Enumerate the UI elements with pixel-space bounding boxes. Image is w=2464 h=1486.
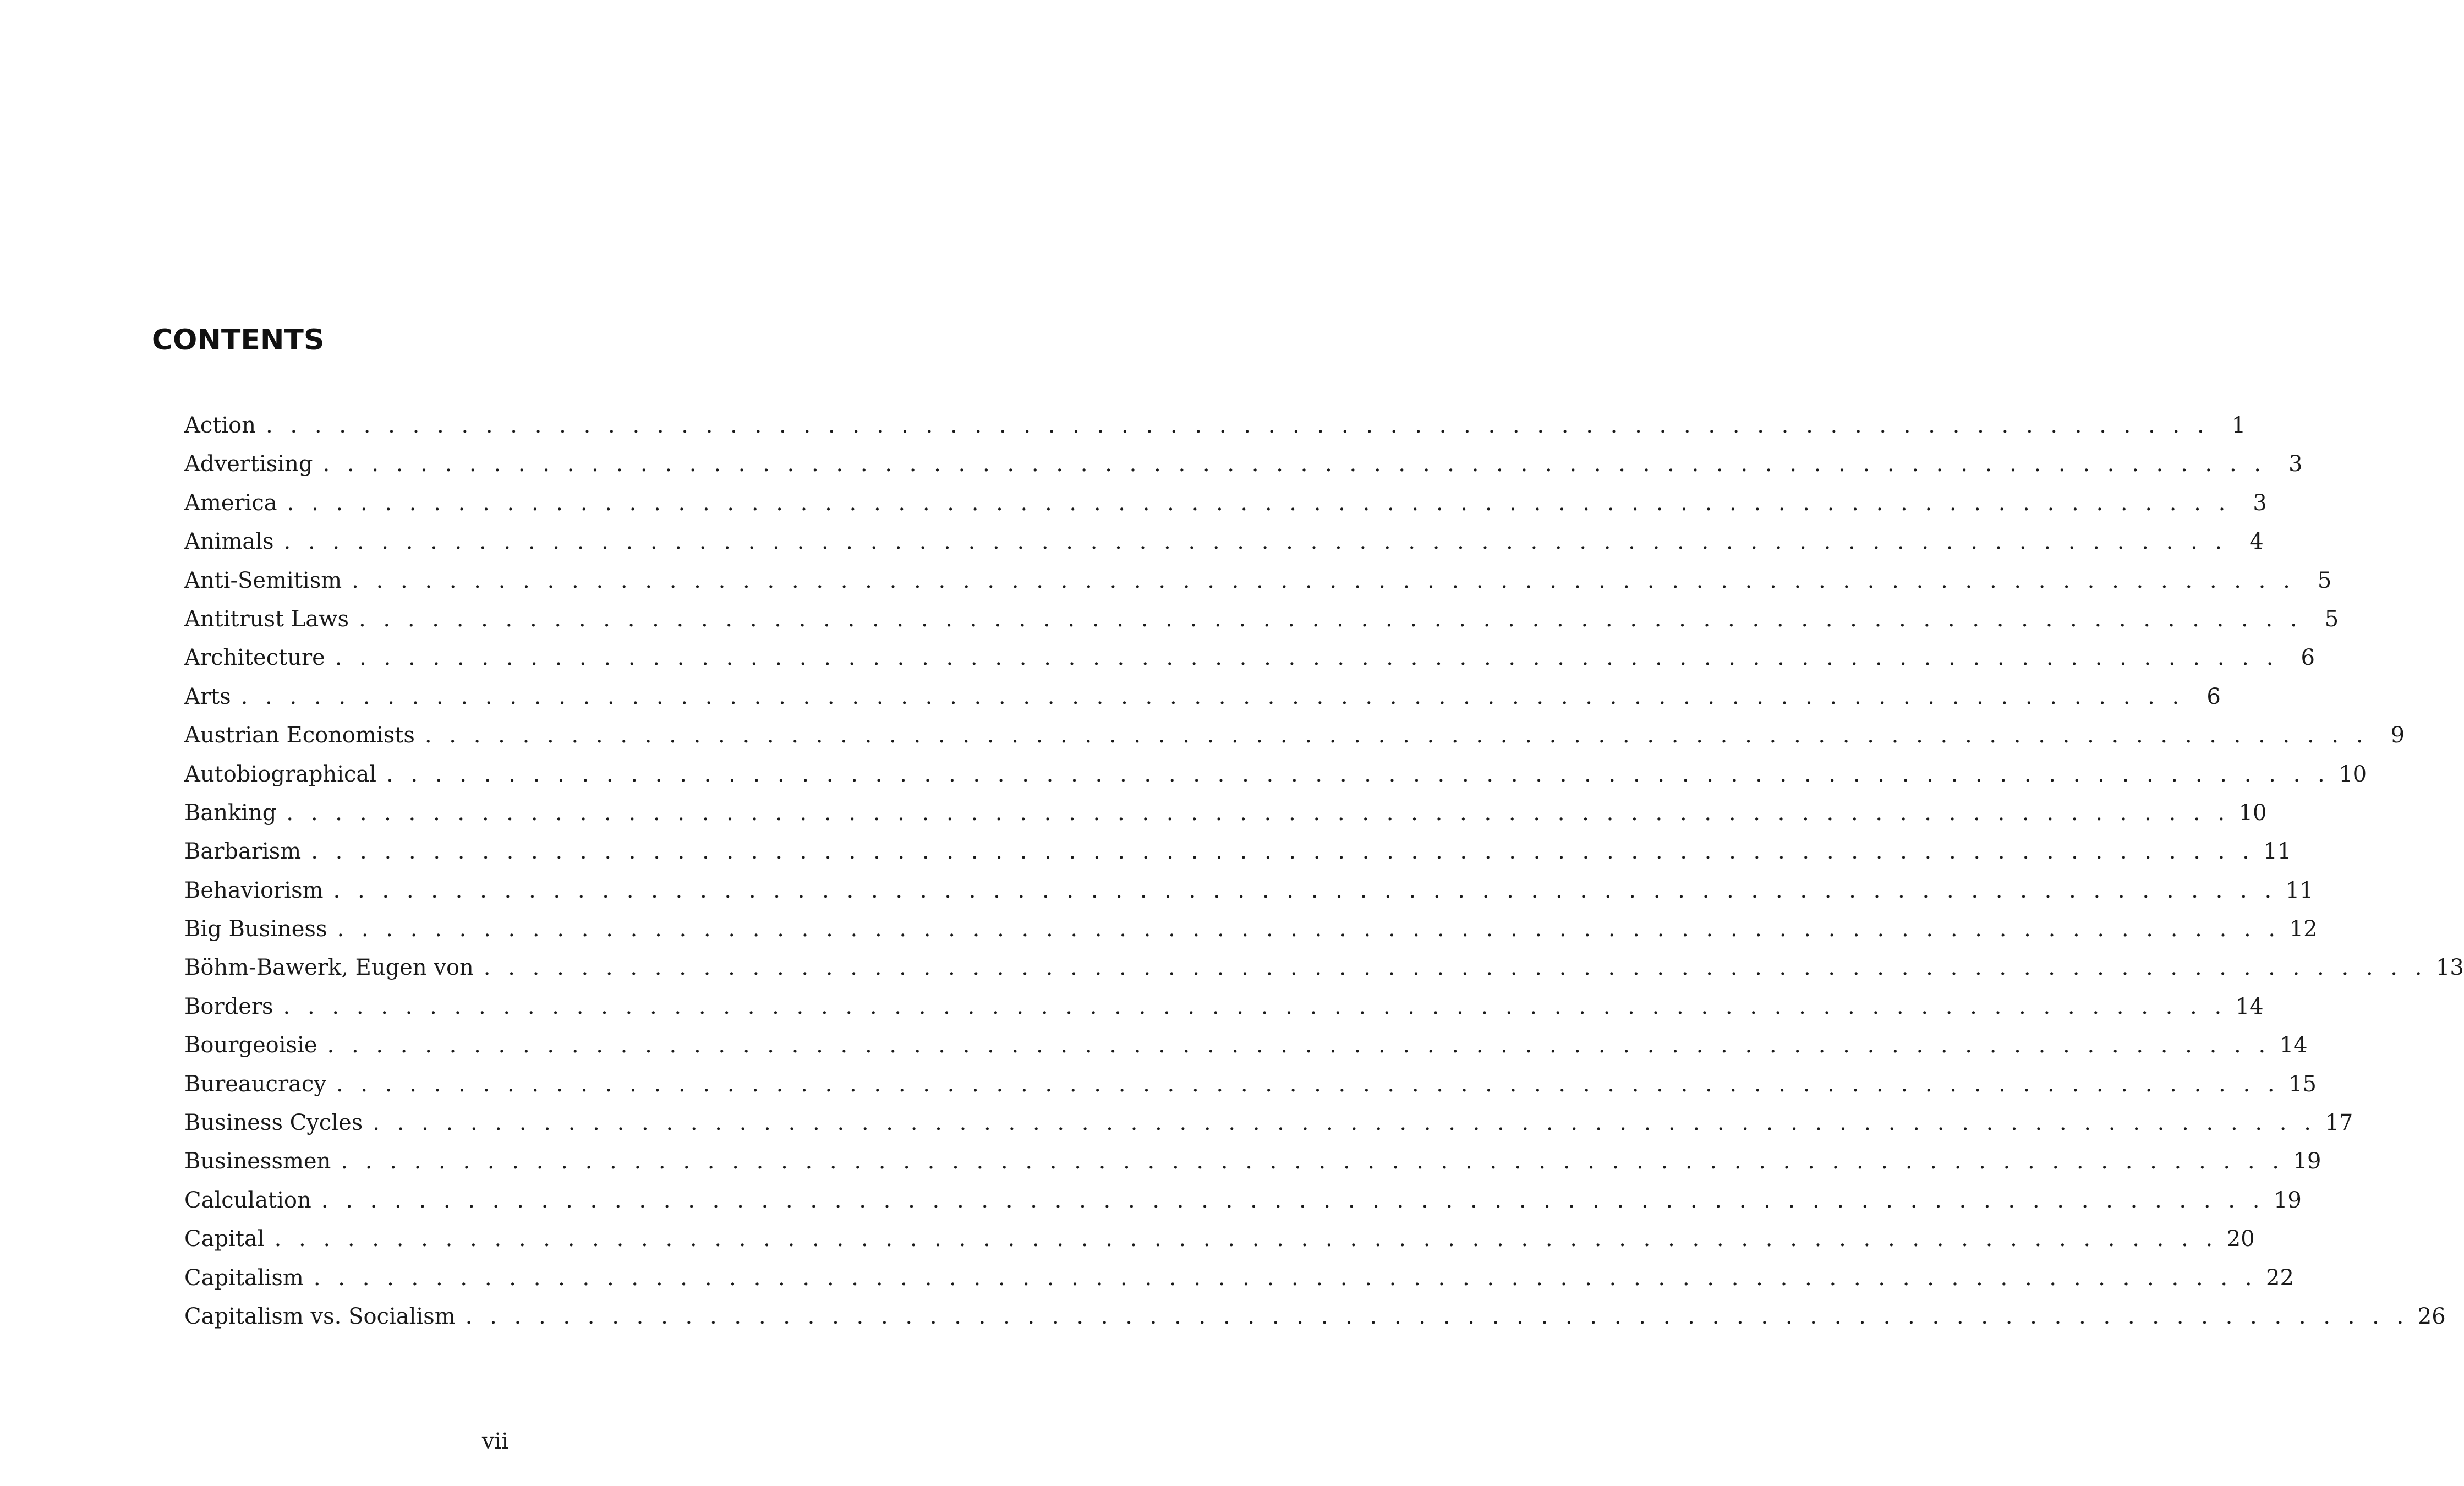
toc-entry-page: 11	[2263, 839, 2292, 865]
toc-entry-title: Animals	[184, 529, 274, 555]
toc-entry-title: Advertising	[184, 451, 313, 477]
toc-entry-page: 6	[2301, 645, 2315, 671]
toc-entry	[184, 1065, 2317, 1103]
toc-entry-page: 14	[2235, 993, 2264, 1019]
toc-entry-title: Behaviorism	[184, 877, 324, 903]
dot-leader: . . . . . . . . . . . . . . . . . . . . . . . . . . . . . . . . . . . . . . . . . . . . . . . . . . . . . . . . . . . . . . . . . . . . . . . . . . . . . . . .	[313, 1265, 2257, 1291]
table-of-contents	[184, 406, 2464, 1336]
toc-entry-title: Barbarism	[184, 839, 302, 865]
toc-entry-title: Action	[184, 413, 256, 438]
toc-entry-page: 14	[2279, 1032, 2308, 1058]
toc-entry	[184, 948, 2464, 987]
dot-leader: . . . . . . . . . . . . . . . . . . . . . . . . . . . . . . . . . . . . . . . . . . . . . . . . . . . . . . . . . . . . . . . . . . . . . . . . . . . . . . . .	[337, 916, 2281, 942]
dot-leader: . . . . . . . . . . . . . . . . . . . . . . . . . . . . . . . . . . . . . . . . . . . . . . . . . . . . . . . . . . . . . . . . . . . . . . . . . . . . . . . .	[321, 1187, 2265, 1213]
dot-leader: . . . . . . . . . . . . . . . . . . . . . . . . . . . . . . . . . . . . . . . . . . . . . . . . . . . . . . . . . . . . . . . . . . . . . . . . . . . . . . . .	[287, 490, 2231, 516]
toc-entry	[184, 406, 2246, 445]
dot-leader: . . . . . . . . . . . . . . . . . . . . . . . . . . . . . . . . . . . . . . . . . . . . . . . . . . . . . . . . . . . . . . . . . . . . . . . . . . . . . . . .	[311, 839, 2255, 865]
toc-entry	[184, 561, 2332, 600]
toc-entry-page: 20	[2226, 1226, 2255, 1252]
toc-entry	[184, 987, 2264, 1026]
toc-entry-page: 12	[2289, 916, 2318, 942]
toc-entry-title: Antitrust Laws	[184, 606, 349, 632]
toc-entry-title: Businessmen	[184, 1149, 331, 1174]
toc-entry	[184, 910, 2318, 948]
toc-entry-page: 26	[2417, 1303, 2446, 1329]
toc-entry-title: Banking	[184, 800, 277, 826]
toc-entry-title: Bureaucracy	[184, 1071, 326, 1097]
dot-leader: . . . . . . . . . . . . . . . . . . . . . . . . . . . . . . . . . . . . . . . . . . . . . . . . . . . . . . . . . . . . . . . . . . . . . . . . . . . . . . . .	[283, 529, 2227, 555]
toc-entry	[184, 600, 2339, 638]
dot-leader: . . . . . . . . . . . . . . . . . . . . . . . . . . . . . . . . . . . . . . . . . . . . . . . . . . . . . . . . . . . . . . . . . . . . . . . . . . . . . . . .	[336, 1071, 2280, 1097]
toc-entry	[184, 678, 2221, 716]
dot-leader: . . . . . . . . . . . . . . . . . . . . . . . . . . . . . . . . . . . . . . . . . . . . . . . . . . . . . . . . . . . . . . . . . . . . . . . . . . . . . . . .	[286, 800, 2230, 826]
dot-leader: . . . . . . . . . . . . . . . . . . . . . . . . . . . . . . . . . . . . . . . . . . . . . . . . . . . . . . . . . . . . . . . . . . . . . . . . . . . . . . . .	[283, 993, 2227, 1019]
toc-entry-page: 4	[2249, 529, 2264, 555]
toc-entry-page: 3	[2253, 490, 2267, 516]
toc-entry-title: Anti-Semitism	[184, 567, 342, 593]
toc-entry-page: 11	[2285, 877, 2314, 903]
toc-entry	[184, 638, 2315, 677]
dot-leader: . . . . . . . . . . . . . . . . . . . . . . . . . . . . . . . . . . . . . . . . . . . . . . . . . . . . . . . . . . . . . . . . . . . . . . . . . . . . . . . .	[240, 684, 2184, 709]
dot-leader: . . . . . . . . . . . . . . . . . . . . . . . . . . . . . . . . . . . . . . . . . . . . . . . . . . . . . . . . . . . . . . . . . . . . . . . . . . . . . . . .	[352, 567, 2296, 593]
dot-leader: . . . . . . . . . . . . . . . . . . . . . . . . . . . . . . . . . . . . . . . . . . . . . . . . . . . . . . . . . . . . . . . . . . . . . . . . . . . . . . . .	[386, 761, 2330, 787]
toc-entry-title: Architecture	[184, 645, 325, 671]
toc-entry-title: Autobiographical	[184, 761, 377, 787]
toc-entry-title: Capitalism	[184, 1265, 304, 1291]
dot-leader: . . . . . . . . . . . . . . . . . . . . . . . . . . . . . . . . . . . . . . . . . . . . . . . . . . . . . . . . . . . . . . . . . . . . . . . . . . . . . . . .	[483, 955, 2427, 981]
toc-entry	[184, 1142, 2321, 1181]
toc-entry	[184, 832, 2292, 871]
toc-entry-title: Business Cycles	[184, 1110, 363, 1136]
dot-leader: . . . . . . . . . . . . . . . . . . . . . . . . . . . . . . . . . . . . . . . . . . . . . . . . . . . . . . . . . . . . . . . . . . . . . . . . . . . . . . . .	[274, 1226, 2218, 1252]
toc-entry-title: Capital	[184, 1226, 265, 1252]
toc-entry-page: 22	[2266, 1265, 2294, 1291]
page-number-footer: vii	[481, 1429, 509, 1454]
toc-entry	[184, 1026, 2308, 1064]
dot-leader: . . . . . . . . . . . . . . . . . . . . . . . . . . . . . . . . . . . . . . . . . . . . . . . . . . . . . . . . . . . . . . . . . . . . . . . . . . . . . . . .	[322, 451, 2266, 477]
toc-entry	[184, 755, 2367, 794]
toc-entry	[184, 871, 2314, 910]
dot-leader: . . . . . . . . . . . . . . . . . . . . . . . . . . . . . . . . . . . . . . . . . . . . . . . . . . . . . . . . . . . . . . . . . . . . . . . . . . . . . . . .	[335, 645, 2279, 671]
toc-entry-page: 5	[2324, 606, 2339, 632]
dot-leader: . . . . . . . . . . . . . . . . . . . . . . . . . . . . . . . . . . . . . . . . . . . . . . . . . . . . . . . . . . . . . . . . . . . . . . . . . . . . . . . .	[358, 606, 2303, 632]
toc-entry-page: 19	[2293, 1149, 2321, 1174]
toc-entry	[184, 1220, 2255, 1258]
dot-leader: . . . . . . . . . . . . . . . . . . . . . . . . . . . . . . . . . . . . . . . . . . . . . . . . . . . . . . . . . . . . . . . . . . . . . . . . . . . . . . . .	[327, 1032, 2271, 1058]
toc-entry-title: Austrian Economists	[184, 723, 415, 749]
dot-leader: . . . . . . . . . . . . . . . . . . . . . . . . . . . . . . . . . . . . . . . . . . . . . . . . . . . . . . . . . . . . . . . . . . . . . . . . . . . . . . . .	[333, 877, 2277, 903]
dot-leader: . . . . . . . . . . . . . . . . . . . . . . . . . . . . . . . . . . . . . . . . . . . . . . . . . . . . . . . . . . . . . . . . . . . . . . . . . . . . . . . .	[465, 1303, 2409, 1329]
toc-entry	[184, 794, 2267, 832]
toc-entry-title: Capitalism vs. Socialism	[184, 1303, 456, 1329]
toc-entry-page: 10	[2238, 800, 2267, 826]
toc-entry-page: 5	[2317, 567, 2332, 593]
toc-entry-page: 3	[2288, 451, 2303, 477]
toc-entry-page: 1	[2231, 413, 2246, 438]
toc-entry	[184, 1103, 2353, 1142]
toc-entry-page: 13	[2435, 955, 2464, 981]
toc-entry-title: Bourgeoisie	[184, 1032, 317, 1058]
toc-entry	[184, 484, 2267, 522]
toc-entry-title: America	[184, 490, 277, 516]
dot-leader: . . . . . . . . . . . . . . . . . . . . . . . . . . . . . . . . . . . . . . . . . . . . . . . . . . . . . . . . . . . . . . . . . . . . . . . . . . . . . . . .	[373, 1110, 2317, 1136]
dot-leader: . . . . . . . . . . . . . . . . . . . . . . . . . . . . . . . . . . . . . . . . . . . . . . . . . . . . . . . . . . . . . . . . . . . . . . . . . . . . . . . .	[266, 413, 2210, 438]
toc-entry	[184, 445, 2303, 483]
toc-entry	[184, 716, 2405, 755]
toc-entry-title: Borders	[184, 993, 273, 1019]
toc-entry-page: 19	[2273, 1187, 2302, 1213]
toc-entry-page: 9	[2390, 723, 2405, 749]
dot-leader: . . . . . . . . . . . . . . . . . . . . . . . . . . . . . . . . . . . . . . . . . . . . . . . . . . . . . . . . . . . . . . . . . . . . . . . . . . . . . . . .	[341, 1149, 2285, 1174]
toc-entry	[184, 1297, 2446, 1336]
toc-entry-title: Arts	[184, 684, 231, 709]
toc-entry	[184, 1259, 2294, 1297]
dot-leader: . . . . . . . . . . . . . . . . . . . . . . . . . . . . . . . . . . . . . . . . . . . . . . . . . . . . . . . . . . . . . . . . . . . . . . . . . . . . . . . .	[424, 723, 2369, 749]
toc-entry-page: 17	[2325, 1110, 2353, 1136]
toc-entry-page: 15	[2288, 1071, 2317, 1097]
toc-entry-title: Big Business	[184, 916, 327, 942]
toc-entry	[184, 1181, 2302, 1220]
toc-entry-title: Calculation	[184, 1187, 311, 1213]
contents-heading: CONTENTS	[152, 324, 325, 357]
toc-entry-title: Böhm-Bawerk, Eugen von	[184, 955, 474, 981]
toc-entry	[184, 522, 2264, 561]
toc-entry-page: 6	[2206, 684, 2221, 709]
toc-entry-page: 10	[2339, 761, 2367, 787]
